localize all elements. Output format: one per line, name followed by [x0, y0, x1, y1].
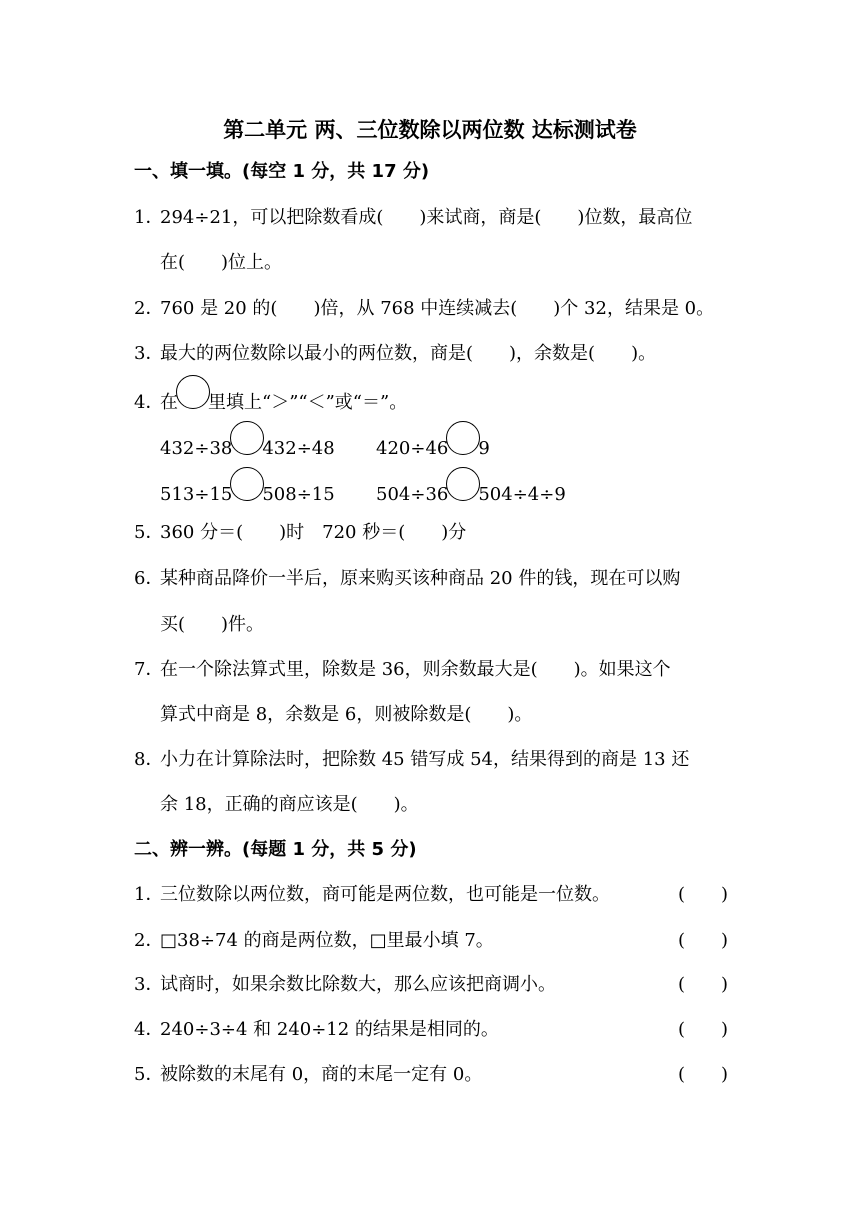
- judge-statement: 试商时，如果余数比除数大，那么应该把商调小。: [160, 974, 556, 995]
- item-number: 7．: [134, 659, 164, 680]
- judge-statement: □38÷74 的商是两位数，□里最小填 7。: [160, 930, 494, 951]
- question-text: 760 是 20 的( )倍，从 768 中连续减去( )个 32，结果是 0。: [160, 298, 715, 319]
- item-number: 3．: [134, 343, 164, 364]
- expr-left: 432÷38: [160, 438, 233, 459]
- judge-statement: 三位数除以两位数，商可能是两位数，也可能是一位数。: [160, 884, 610, 905]
- compare-circle-icon[interactable]: [230, 421, 264, 455]
- answer-blank[interactable]: ( ): [677, 1019, 728, 1040]
- item-number: 1．: [134, 884, 164, 905]
- answer-blank[interactable]: ( ): [677, 1064, 728, 1085]
- expr-right: 508÷15: [262, 484, 335, 505]
- answer-blank[interactable]: ( ): [677, 884, 728, 905]
- question-text: 360 分＝( )时 720 秒＝( )分: [160, 522, 467, 543]
- compare-expression: [160, 483, 335, 507]
- question-text: 294÷21，可以把除数看成( )来试商，商是( )位数，最高位: [160, 207, 693, 228]
- question-text: 算式中商是 8，余数是 6，则被除数是( )。: [160, 704, 533, 725]
- question-text: 某种商品降价一半后，原来购买该种商品 20 件的钱，现在可以购: [160, 568, 681, 589]
- compare-circle-icon[interactable]: [446, 467, 480, 501]
- item-number: 2．: [134, 930, 164, 951]
- item-number: 3．: [134, 974, 164, 995]
- judge-statement: 被除数的末尾有 0，商的末尾一定有 0。: [160, 1064, 483, 1085]
- question-text: 在一个除法算式里，除数是 36，则余数最大是( )。如果这个: [160, 659, 671, 680]
- section1-heading: 一、填一填。(每空 1 分，共 17 分): [134, 161, 430, 182]
- compare-circle-icon[interactable]: [230, 467, 264, 501]
- item-number: 6．: [134, 568, 164, 589]
- question-text: 在( )位上。: [160, 252, 283, 273]
- expr-right: 504÷4÷9: [478, 484, 566, 505]
- item-number: 5．: [134, 522, 164, 543]
- question-text: 买( )件。: [160, 614, 265, 635]
- expr-left: 513÷15: [160, 484, 233, 505]
- item-number: 4．: [134, 1019, 164, 1040]
- section2-heading: 二、辨一辨。(每题 1 分，共 5 分): [134, 839, 417, 860]
- question-text: 余 18，正确的商应该是( )。: [160, 794, 419, 815]
- expr-right: 9: [478, 438, 490, 459]
- item-number: 5．: [134, 1064, 164, 1085]
- compare-expression: [160, 437, 335, 461]
- item-number: 1．: [134, 207, 164, 228]
- compare-expression: [376, 483, 566, 507]
- item-number: 2．: [134, 298, 164, 319]
- compare-expression: [376, 437, 490, 461]
- question-text-before: 在: [160, 392, 178, 413]
- page-title: 第二单元 两、三位数除以两位数 达标测试卷: [223, 118, 637, 142]
- question-text: 最大的两位数除以最小的两位数，商是( )，余数是( )。: [160, 343, 657, 364]
- judge-statement: 240÷3÷4 和 240÷12 的结果是相同的。: [160, 1019, 499, 1040]
- expr-left: 420÷46: [376, 438, 449, 459]
- item-number: 8．: [134, 749, 164, 770]
- item-number: 4．: [134, 392, 164, 413]
- expr-right: 432÷48: [262, 438, 335, 459]
- answer-blank[interactable]: ( ): [677, 974, 728, 995]
- question-text-after: 里填上“＞”“＜”或“＝”。: [208, 392, 408, 413]
- expr-left: 504÷36: [376, 484, 449, 505]
- compare-circle-icon[interactable]: [446, 421, 480, 455]
- question-text: 小力在计算除法时，把除数 45 错写成 54，结果得到的商是 13 还: [160, 749, 690, 770]
- answer-blank[interactable]: ( ): [677, 930, 728, 951]
- question-text: [160, 391, 407, 415]
- compare-circle-icon[interactable]: [176, 375, 210, 409]
